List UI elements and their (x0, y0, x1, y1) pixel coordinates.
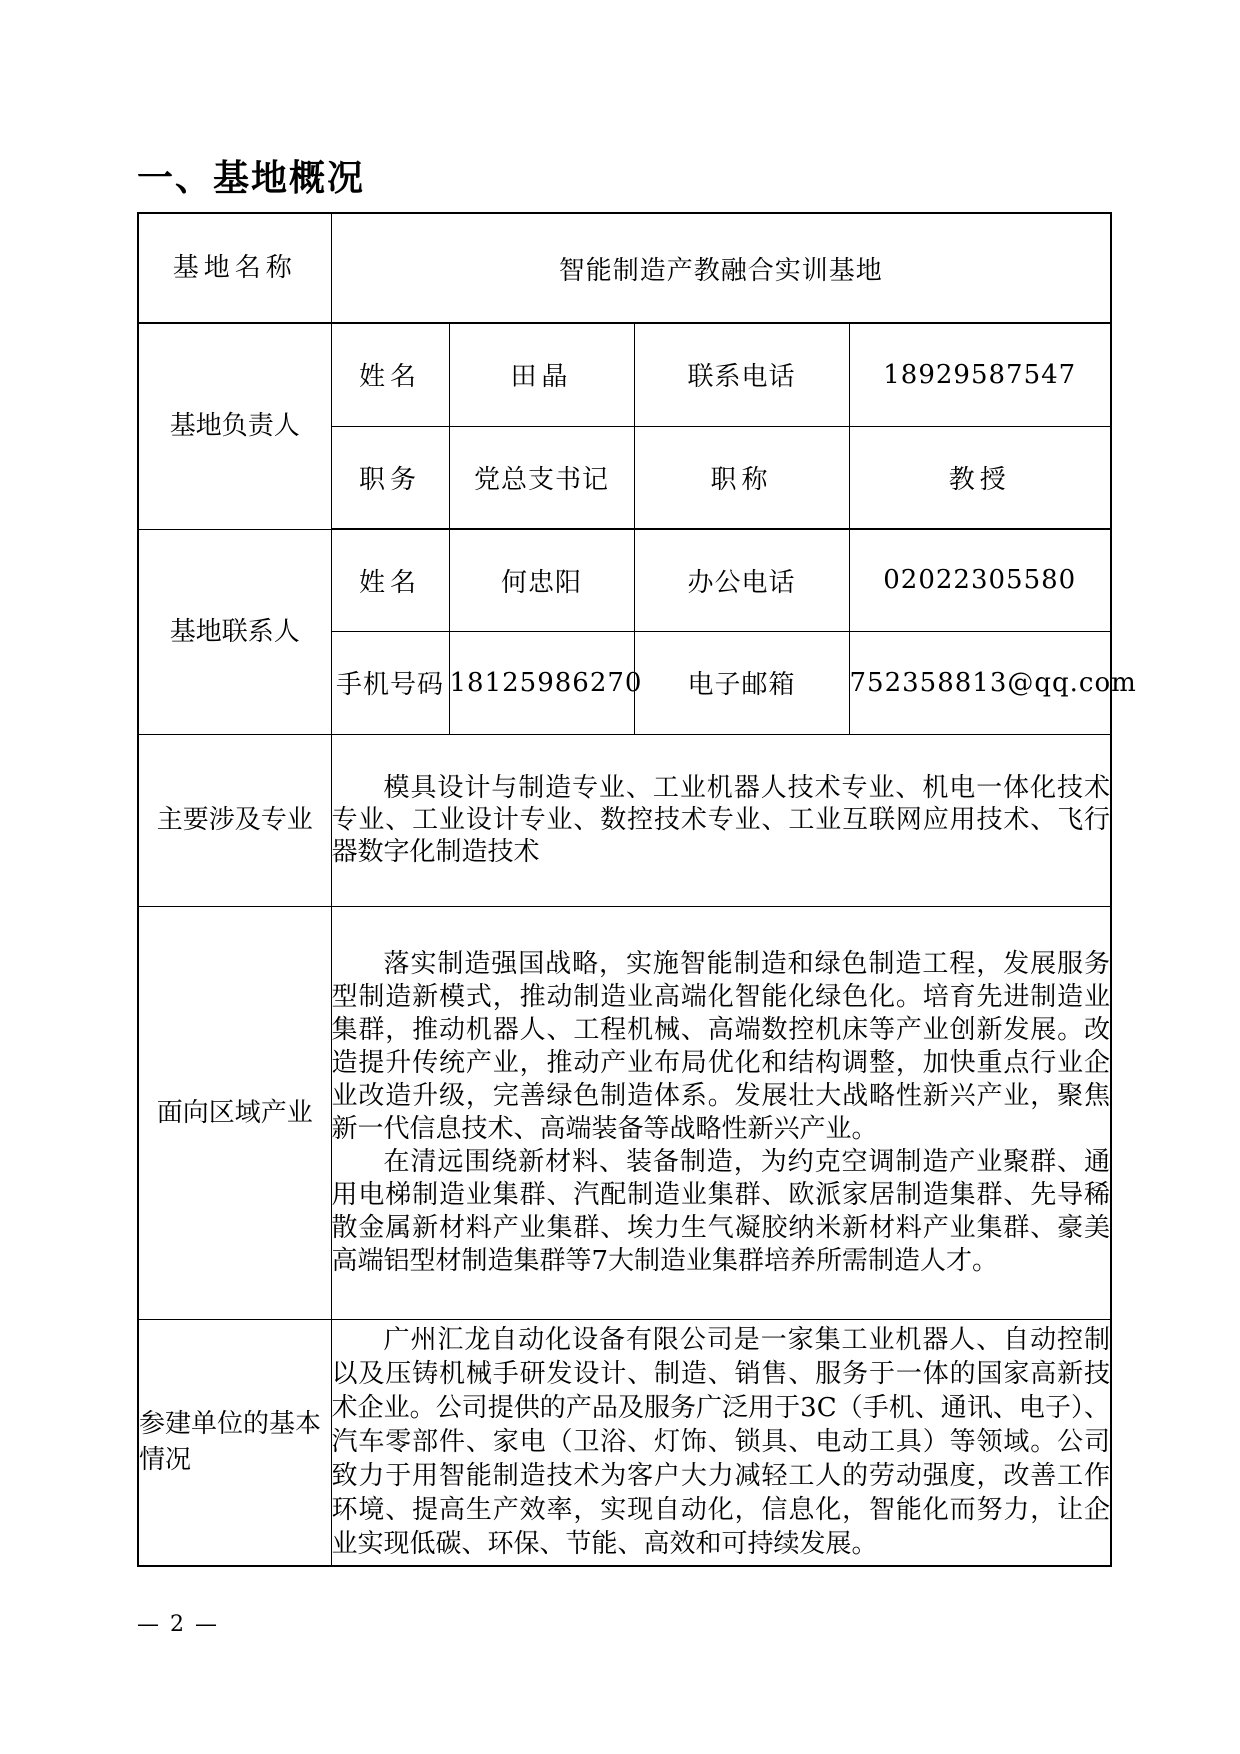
base-overview-table (137, 212, 1137, 1567)
table-row-base-name (138, 213, 1111, 323)
base-name-label: 基地名称 (138, 213, 331, 323)
leader-phone-key: 联系电话 (634, 323, 849, 426)
page-number: — 2 — (137, 1612, 219, 1637)
leader-duty-key: 职务 (331, 426, 449, 529)
leader-title-key: 职称 (634, 426, 849, 529)
industries-paragraph-2: 在清远围绕新材料、装备制造，为约克空调制造产业聚群、通用电梯制造业集群、汽配制造业集群、欧派家居制造集群、先导稀散金属新材料产业集群、埃力生气凝胶纳米新材料产业集群、豪美高端铝型材制造集群等7大制造业集群培养所需制造人才。 (331, 1146, 1111, 1276)
table-row-leader-1 (138, 323, 1111, 426)
base-name-value: 智能制造产教融合实训基地 (331, 213, 1111, 323)
page-title: 一、基地概况 (137, 157, 366, 199)
leader-duty-value: 党总支书记 (449, 426, 634, 529)
table-row-majors (138, 734, 1111, 906)
participants-text-cell (331, 1319, 1111, 1566)
contact-label: 基地联系人 (138, 529, 331, 734)
majors-text-cell (331, 734, 1111, 906)
industries-label: 面向区域产业 (138, 906, 331, 1319)
contact-name-value: 何忠阳 (449, 529, 634, 631)
participants-text: 广州汇龙自动化设备有限公司是一家集工业机器人、自动控制以及压铸机械手研发设计、制造、销售、服务于一体的国家高新技术企业。公司提供的产品及服务广泛用于3C（手机、通讯、电子）、汽车零部件、家电（卫浴、灯饰、锁具、电动工具）等领域。公司致力于用智能制造技术为客户大力减轻工人的劳动强度，改善工作环境、提高生产效率，实现自动化，信息化，智能化而努力，让企业实现低碳、环保、节能、高效和可持续发展。 (331, 1325, 1111, 1560)
leader-label: 基地负责人 (138, 323, 331, 529)
contact-mobile-value: 18125986270 (449, 631, 634, 734)
contact-mobile-key: 手机号码 (331, 631, 449, 734)
industries-text-cell (331, 906, 1111, 1319)
majors-label: 主要涉及专业 (138, 734, 331, 906)
leader-title-value: 教授 (849, 426, 1111, 529)
contact-office-phone-value: 02022305580 (849, 529, 1111, 631)
contact-email-value: 752358813@qq.com (849, 631, 1111, 734)
majors-text: 模具设计与制造专业、工业机器人技术专业、机电一体化技术专业、工业设计专业、数控技术专业、工业互联网应用技术、飞行器数字化制造技术 (331, 773, 1111, 867)
leader-phone-value: 18929587547 (849, 323, 1111, 426)
contact-email-key: 电子邮箱 (634, 631, 849, 734)
contact-name-key: 姓名 (331, 529, 449, 631)
industries-paragraph-1: 落实制造强国战略，实施智能制造和绿色制造工程，发展服务型制造新模式，推动制造业高端化智能化绿色化。培育先进制造业集群，推动机器人、工程机械、高端数控机床等产业创新发展。改造提升传统产业，推动产业布局优化和结构调整，加快重点行业企业改造升级，完善绿色制造体系。发展壮大战略性新兴产业，聚焦新一代信息技术、高端装备等战略性新兴产业。 (331, 948, 1111, 1144)
leader-name-value: 田晶 (449, 323, 634, 426)
table-row-industries (138, 906, 1111, 1319)
table-row-contact-1 (138, 529, 1111, 631)
leader-name-key: 姓名 (331, 323, 449, 426)
participants-label: 参建单位的基本情况 (138, 1319, 331, 1566)
table-row-participants (138, 1319, 1111, 1566)
contact-office-phone-key: 办公电话 (634, 529, 849, 631)
